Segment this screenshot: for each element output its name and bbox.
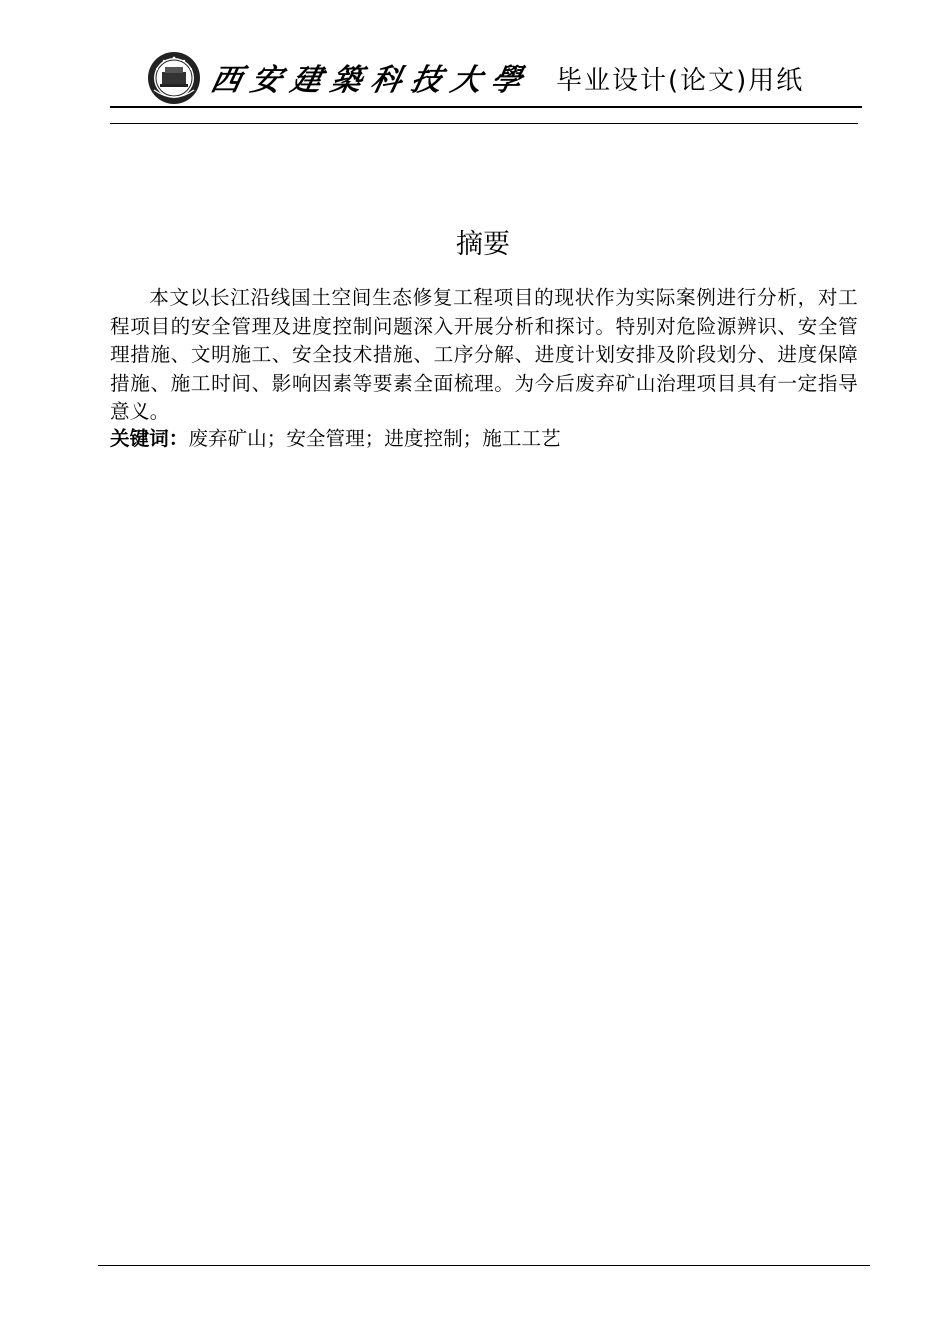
school-name-char: 西 xyxy=(207,63,247,98)
school-name-char: 築 xyxy=(327,63,367,98)
school-name-char: 大 xyxy=(447,63,487,98)
abstract-body: 本文以长江沿线国土空间生态修复工程项目的现状作为实际案例进行分析，对工程项目的安全管理及进度控制问题深入开展分析和探讨。特别对危险源辨识、安全管理措施、文明施工、安全技术措施、工序分解、进度计划安排及阶段划分、进度保障措施、施工时间、影响因素等要素全面梳理。为今后废弃矿山治理项目具有一定指导意义。 xyxy=(110,286,858,423)
school-name-char: 建 xyxy=(287,63,327,98)
school-name-char: 安 xyxy=(247,63,287,98)
keywords-label: 关键词： xyxy=(110,427,189,450)
university-seal-icon xyxy=(146,50,202,106)
page-header xyxy=(0,0,950,130)
keywords-text: 废弃矿山；安全管理；进度控制；施工工艺 xyxy=(188,427,561,450)
header-rule-thick xyxy=(110,106,862,108)
school-name-char: 技 xyxy=(407,63,447,98)
abstract-title: 摘要 xyxy=(456,229,510,260)
header-rule-thin xyxy=(110,123,858,124)
school-name-char: 學 xyxy=(487,63,527,98)
school-name xyxy=(207,52,527,102)
school-name-char: 科 xyxy=(367,63,407,98)
paper-label: 毕业设计(论文)用纸 xyxy=(556,66,805,96)
keywords-line xyxy=(110,425,858,454)
footer-rule xyxy=(98,1265,870,1266)
